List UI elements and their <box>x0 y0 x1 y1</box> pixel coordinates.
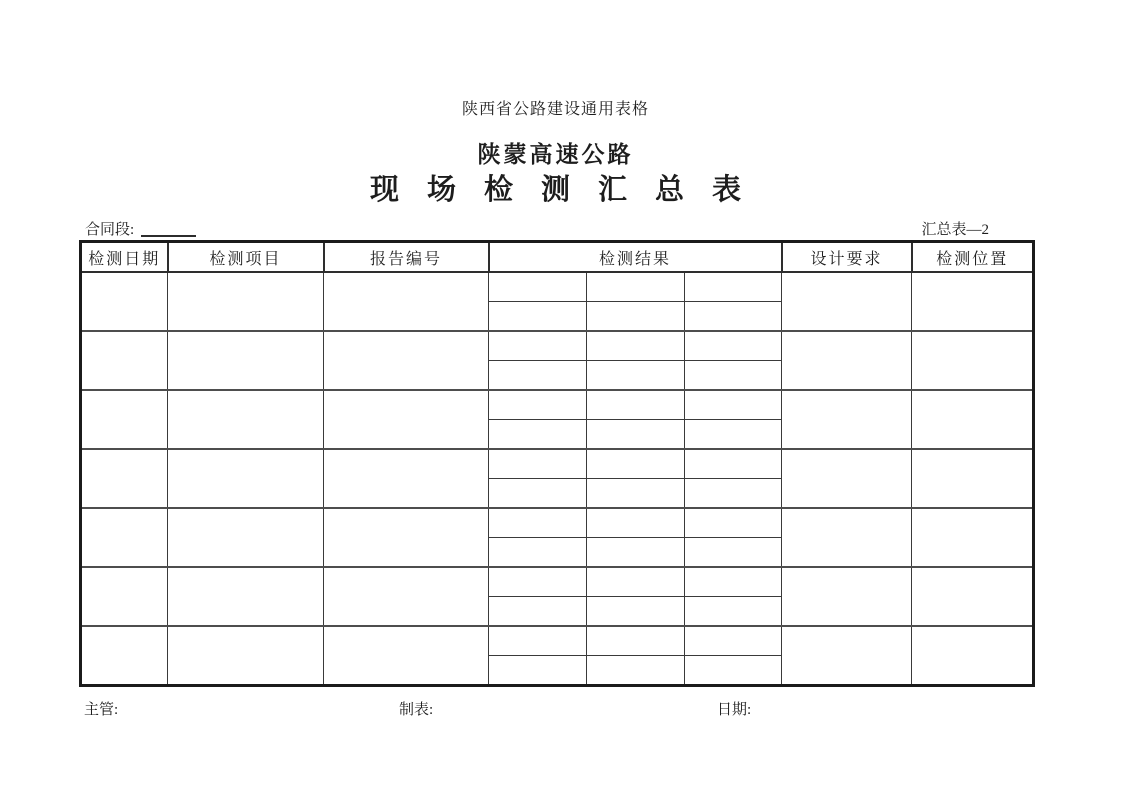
cell-report <box>324 272 489 331</box>
cell-result <box>587 420 685 450</box>
cell-date <box>81 331 168 390</box>
cell-result <box>685 597 782 627</box>
cell-result <box>489 449 587 479</box>
cell-item <box>168 449 324 508</box>
cell-result <box>685 538 782 568</box>
cell-date <box>81 626 168 686</box>
cell-design <box>782 508 912 567</box>
cell-result <box>587 626 685 656</box>
cell-result <box>587 331 685 361</box>
table-row <box>81 331 1034 361</box>
contract-section-label: 合同段: <box>85 222 135 238</box>
cell-location <box>912 508 1034 567</box>
table-row <box>81 272 1034 302</box>
cell-result <box>489 361 587 391</box>
cell-date <box>81 508 168 567</box>
cell-design <box>782 331 912 390</box>
cell-result <box>685 331 782 361</box>
cell-result <box>587 656 685 686</box>
inspection-summary-table <box>79 240 1035 687</box>
cell-location <box>912 272 1034 331</box>
cell-result <box>489 390 587 420</box>
cell-result <box>587 272 685 302</box>
cell-result <box>489 508 587 538</box>
cell-report <box>324 567 489 626</box>
cell-item <box>168 626 324 686</box>
cell-result <box>489 597 587 627</box>
cell-result <box>489 479 587 509</box>
cell-result <box>489 567 587 597</box>
cell-result <box>489 272 587 302</box>
cell-result <box>685 508 782 538</box>
column-header-report: 报告编号 <box>324 242 489 273</box>
footer-labels <box>0 698 1123 718</box>
cell-location <box>912 626 1034 686</box>
cell-report <box>324 449 489 508</box>
cell-result <box>489 420 587 450</box>
cell-design <box>782 390 912 449</box>
column-header-item: 检测项目 <box>168 242 324 273</box>
cell-result <box>685 390 782 420</box>
cell-design <box>782 626 912 686</box>
preparer-label: 制表: <box>399 702 434 718</box>
cell-design <box>782 449 912 508</box>
cell-report <box>324 508 489 567</box>
column-header-result: 检测结果 <box>489 242 782 273</box>
cell-result <box>587 538 685 568</box>
cell-design <box>782 272 912 331</box>
cell-report <box>324 626 489 686</box>
supervisor-label: 主管: <box>84 702 119 718</box>
cell-location <box>912 331 1034 390</box>
table-row <box>81 567 1034 597</box>
project-name-heading: 陕蒙高速公路 <box>477 141 634 167</box>
cell-result <box>587 390 685 420</box>
cell-result <box>685 567 782 597</box>
cell-result <box>685 626 782 656</box>
cell-design <box>782 567 912 626</box>
cell-result <box>587 597 685 627</box>
cell-result <box>489 626 587 656</box>
cell-result <box>587 508 685 538</box>
cell-result <box>685 361 782 391</box>
column-header-design: 设计要求 <box>782 242 912 273</box>
table-row <box>81 626 1034 656</box>
table-header-row <box>81 242 1034 273</box>
cell-result <box>587 361 685 391</box>
page-title: 现场检测汇总表 <box>369 174 769 206</box>
cell-result <box>489 331 587 361</box>
cell-result <box>685 479 782 509</box>
cell-date <box>81 567 168 626</box>
meta-row <box>79 218 1032 240</box>
cell-item <box>168 508 324 567</box>
date-label: 日期: <box>717 702 752 718</box>
cell-result <box>587 302 685 332</box>
column-header-location: 检测位置 <box>912 242 1034 273</box>
cell-item <box>168 390 324 449</box>
cell-report <box>324 390 489 449</box>
table-row <box>81 390 1034 420</box>
cell-result <box>685 656 782 686</box>
cell-result <box>587 479 685 509</box>
column-header-date: 检测日期 <box>81 242 168 273</box>
cell-item <box>168 272 324 331</box>
cell-date <box>81 390 168 449</box>
cell-result <box>587 449 685 479</box>
cell-result <box>587 567 685 597</box>
cell-report <box>324 331 489 390</box>
cell-result <box>489 656 587 686</box>
cell-result <box>489 538 587 568</box>
cell-date <box>81 272 168 331</box>
table-body <box>81 272 1034 686</box>
cell-result <box>685 272 782 302</box>
table-row <box>81 508 1034 538</box>
cell-location <box>912 390 1034 449</box>
cell-result <box>685 302 782 332</box>
cell-result <box>685 449 782 479</box>
cell-item <box>168 331 324 390</box>
cell-location <box>912 567 1034 626</box>
table-row <box>81 449 1034 479</box>
contract-section-blank-line <box>141 220 196 237</box>
cell-result <box>489 302 587 332</box>
cell-item <box>168 567 324 626</box>
cell-result <box>685 420 782 450</box>
form-code: 汇总表—2 <box>921 222 989 238</box>
cell-date <box>81 449 168 508</box>
form-category-heading: 陕西省公路建设通用表格 <box>461 101 649 118</box>
cell-location <box>912 449 1034 508</box>
